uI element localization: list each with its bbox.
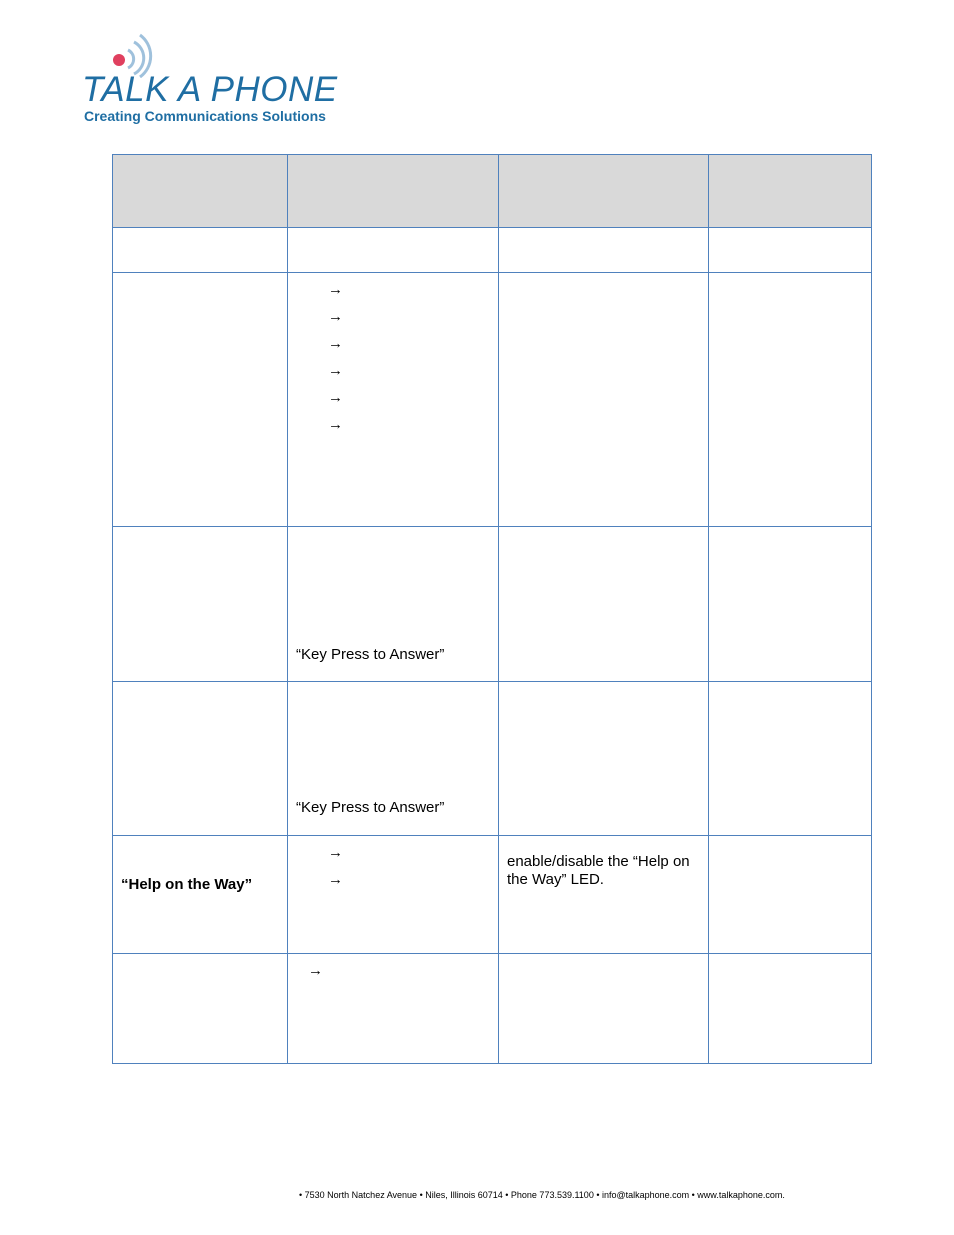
- arrow-icon: →: [328, 308, 343, 325]
- arrow-list: [288, 954, 498, 989]
- table-cell: [709, 836, 872, 954]
- table-row: [113, 682, 872, 836]
- arrow-icon: →: [328, 335, 343, 352]
- table-cell: [709, 273, 872, 527]
- table-cell: [709, 682, 872, 836]
- arrow-icon: →: [328, 871, 343, 888]
- table-cell: [113, 228, 288, 273]
- header-cell: [709, 155, 872, 228]
- help-on-the-way-label: “Help on the Way”: [121, 876, 253, 893]
- table-cell: [499, 954, 709, 1064]
- header-cell: [288, 155, 499, 228]
- table-header-row: [113, 155, 872, 228]
- table-cell: [499, 527, 709, 682]
- table-cell: [113, 836, 288, 954]
- table-cell: [709, 954, 872, 1064]
- table-cell: [709, 228, 872, 273]
- table-cell: [288, 527, 499, 682]
- footer-contact: • 7530 North Natchez Avenue • Niles, Illinois 60714 • Phone 773.539.1100 • info@talkaphone.com • www.talkaphone.com.: [299, 1190, 785, 1200]
- arrow-icon: →: [328, 362, 343, 379]
- settings-table: [112, 154, 872, 1064]
- arrow-icon: →: [328, 844, 343, 861]
- table-cell: [113, 682, 288, 836]
- table-cell: [499, 273, 709, 527]
- arrow-icon: →: [308, 962, 323, 979]
- table-row: [113, 273, 872, 527]
- table-cell: [113, 954, 288, 1064]
- led-description-line: the Way” LED.: [507, 871, 604, 888]
- table-cell: [113, 273, 288, 527]
- header-cell: [499, 155, 709, 228]
- table-cell: [288, 682, 499, 836]
- logo-tagline: Creating Communications Solutions: [84, 108, 326, 124]
- key-press-answer-text: “Key Press to Answer”: [296, 799, 445, 816]
- table-cell: [113, 527, 288, 682]
- table-cell: [288, 273, 499, 527]
- table-row: [113, 228, 872, 273]
- arrow-icon: →: [328, 281, 343, 298]
- table-cell: [288, 836, 499, 954]
- arrow-list: [288, 273, 498, 443]
- table-cell: [499, 228, 709, 273]
- led-description-line: enable/disable the “Help on: [507, 853, 690, 870]
- arrow-icon: →: [328, 416, 343, 433]
- key-press-answer-text: “Key Press to Answer”: [296, 646, 445, 663]
- table-cell: [499, 836, 709, 954]
- table-cell: [499, 682, 709, 836]
- logo-wordmark: TALK A PHONE: [82, 70, 338, 109]
- table-cell: [709, 527, 872, 682]
- table-row: [113, 954, 872, 1064]
- header-cell: [113, 155, 288, 228]
- table-cell: [288, 954, 499, 1064]
- table-row: [113, 527, 872, 682]
- arrow-icon: →: [328, 389, 343, 406]
- table-cell: [288, 228, 499, 273]
- arrow-list: [288, 836, 498, 898]
- table-row: [113, 836, 872, 954]
- company-logo: [80, 30, 360, 130]
